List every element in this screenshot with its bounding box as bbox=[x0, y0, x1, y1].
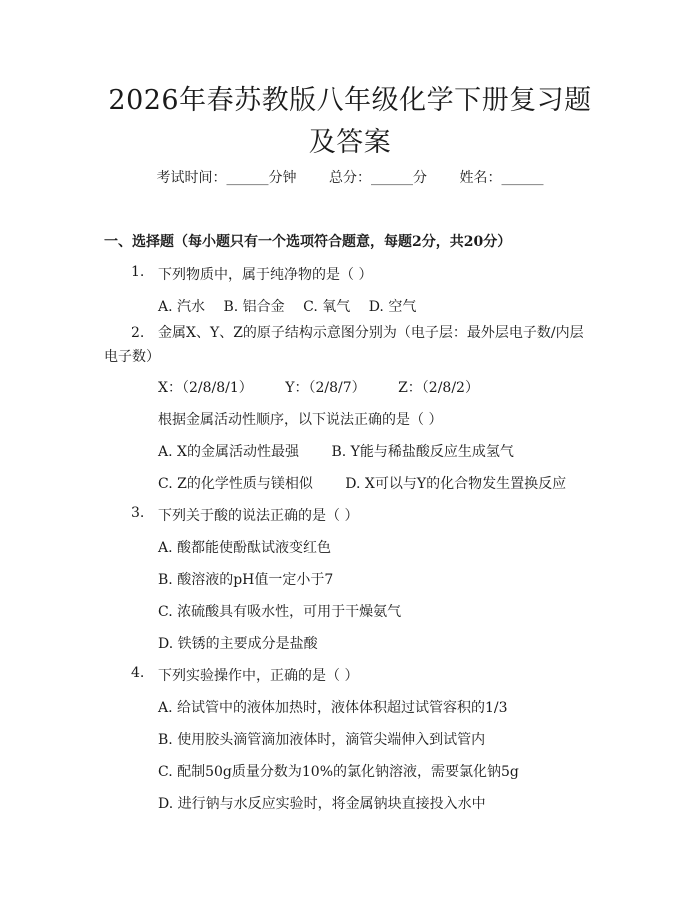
document-title: 2026年春苏教版八年级化学下册复习题及答案 bbox=[108, 85, 592, 158]
student-name-field: 姓名：______ bbox=[459, 170, 544, 186]
option-a: A. X的金属活动性最强 bbox=[158, 444, 299, 460]
exam-time-field: 考试时间：______分钟 bbox=[156, 170, 297, 186]
question-number: 1. bbox=[131, 264, 145, 280]
question-number: 3. bbox=[131, 505, 145, 521]
structure-y: Y：（2/8/7） bbox=[285, 380, 366, 396]
option-d: D. 进行钠与水反应实验时，将金属钠块直接投入水中 bbox=[158, 796, 486, 812]
question-options bbox=[158, 473, 566, 493]
question-number: 2. bbox=[131, 325, 145, 341]
question-options bbox=[158, 441, 514, 461]
option-b: B. 酸溶液的pH值一定小于7 bbox=[158, 572, 334, 588]
structure-z: Z：（2/8/2） bbox=[398, 380, 479, 396]
exam-info bbox=[0, 167, 700, 187]
question-number: 4. bbox=[131, 665, 145, 681]
structure-list bbox=[158, 377, 479, 397]
option-d: D. 空气 bbox=[368, 299, 417, 315]
question-text: 下列关于酸的说法正确的是（ ） bbox=[158, 508, 359, 524]
option-c: C. 氧气 bbox=[303, 299, 351, 315]
option-b: B. Y能与稀盐酸反应生成氢气 bbox=[331, 444, 514, 460]
option-a: A. 汽水 bbox=[158, 299, 206, 315]
question-options bbox=[158, 296, 416, 316]
option-c: C. Z的化学性质与镁相似 bbox=[158, 476, 313, 492]
option-c: C. 浓硫酸具有吸水性，可用于干燥氨气 bbox=[158, 604, 402, 620]
option-d: D. 铁锈的主要成分是盐酸 bbox=[158, 636, 318, 652]
question-stem: 根据金属活动性顺序，以下说法正确的是（ ） bbox=[158, 412, 443, 428]
option-c: C. 配制50g质量分数为10%的氯化钠溶液，需要氯化钠5g bbox=[158, 764, 519, 780]
structure-x: X：（2/8/8/1） bbox=[158, 380, 253, 396]
total-score-field: 总分：______分 bbox=[329, 170, 427, 186]
question-text: 下列物质中，属于纯净物的是（ ） bbox=[158, 267, 373, 283]
section-title: 一、选择题（每小题只有一个选项符合题意，每题2分，共20分） bbox=[104, 234, 512, 250]
option-a: A. 酸都能使酚酞试液变红色 bbox=[158, 540, 332, 556]
option-b: B. 铝合金 bbox=[223, 299, 285, 315]
option-d: D. X可以与Y的化合物发生置换反应 bbox=[345, 476, 567, 492]
question-text: 金属X、Y、Z的原子结构示意图分别为（电子层：最外层电子数/内层电子数） bbox=[104, 325, 584, 365]
option-a: A. 给试管中的液体加热时，液体体积超过试管容积的1/3 bbox=[158, 700, 508, 716]
option-b: B. 使用胶头滴管滴加液体时，滴管尖端伸入到试管内 bbox=[158, 732, 486, 748]
question-text: 下列实验操作中，正确的是（ ） bbox=[158, 668, 359, 684]
